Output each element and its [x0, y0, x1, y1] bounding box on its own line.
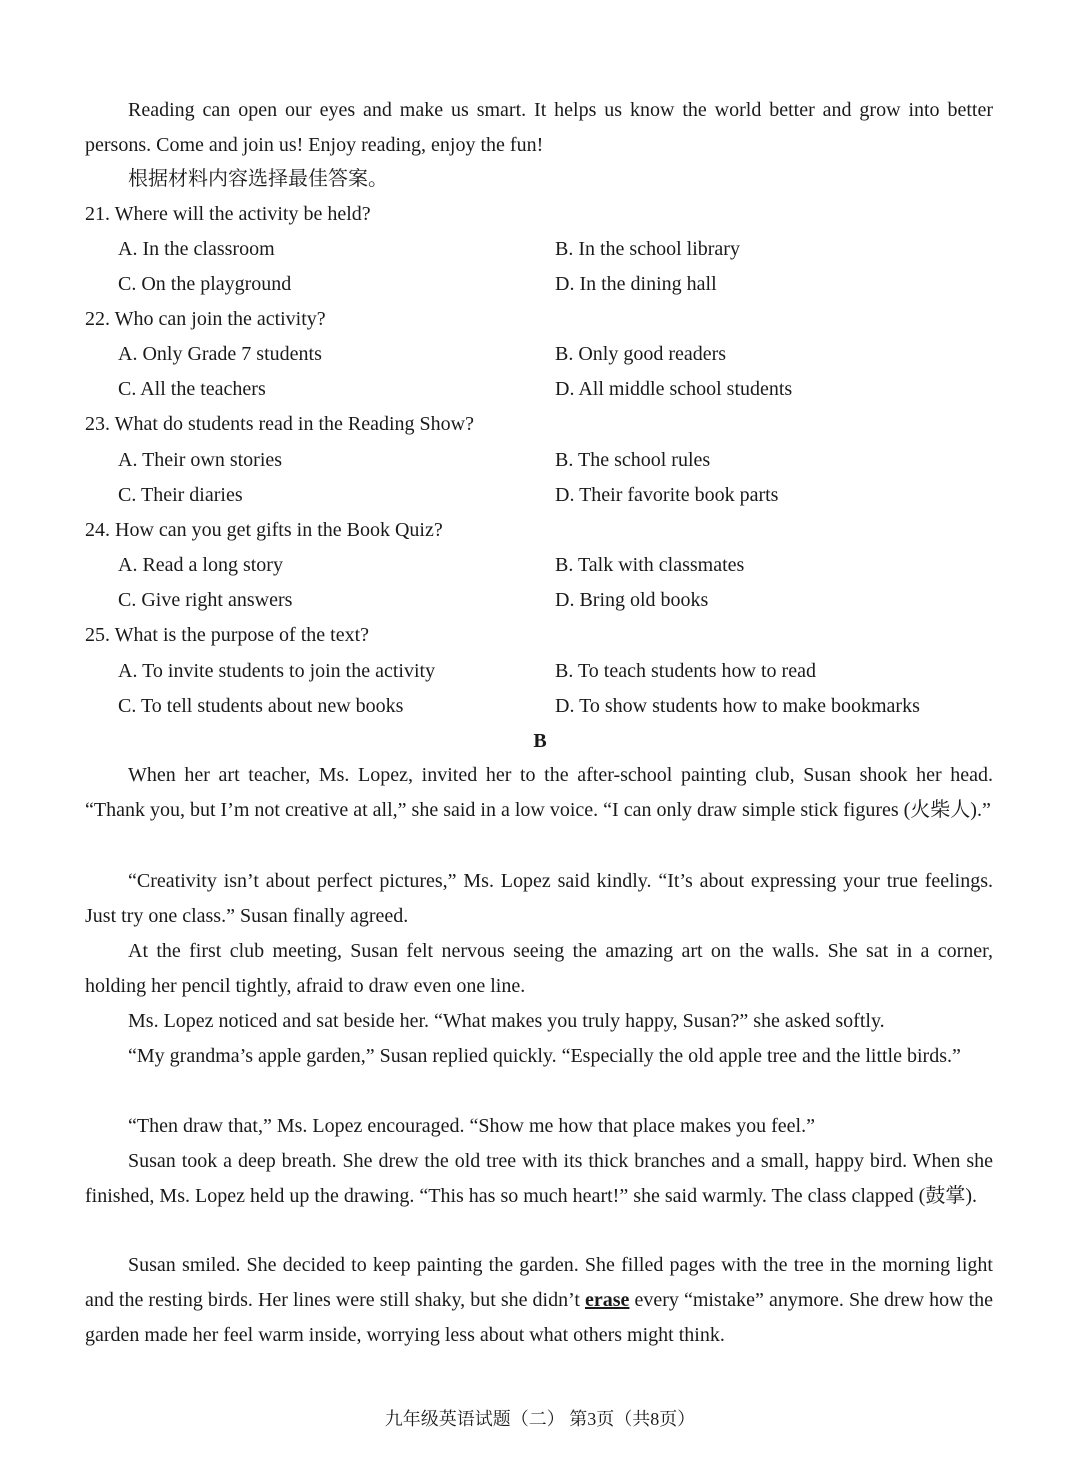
story-paragraph-8: [85, 1248, 993, 1353]
option-d: D. Bring old books: [555, 589, 709, 611]
option-c: C. All the teachers: [118, 378, 266, 400]
option-a: A. In the classroom: [118, 238, 275, 260]
option-c: C. Their diaries: [118, 484, 243, 506]
option-b: B. To teach students how to read: [555, 660, 816, 682]
story-paragraph-2: “Creativity isn’t about perfect pictures,” Ms. Lopez said kindly. “It’s about expressing your true feelings. Just try one class.” Susan finally agreed.: [85, 870, 993, 927]
option-d: D. In the dining hall: [555, 273, 717, 295]
option-a: A. Their own stories: [118, 449, 283, 471]
option-d: D. Their favorite book parts: [555, 484, 779, 506]
paragraph-text: Susan smiled. She decided to keep painting the garden. She filled pages with the tree in the morning light and the resting birds. Her lines were still shaky, but she didn’t: [85, 1254, 993, 1311]
page-footer: 九年级英语试题（二） 第3页（共8页）: [384, 1409, 696, 1429]
option-b: B. In the school library: [555, 238, 740, 260]
option-a: A. To invite students to join the activity: [118, 660, 436, 682]
option-a: A. Read a long story: [118, 554, 283, 576]
story-paragraph-7: Susan took a deep breath. She drew the old tree with its thick branches and a small, happy bird. When she finished, Ms. Lopez held up the drawing. “This has so much heart!” she said warmly. The class clapped (鼓掌).: [85, 1150, 993, 1207]
option-a: A. Only Grade 7 students: [118, 343, 322, 365]
underlined-word: erase: [585, 1289, 630, 1311]
question-stem: 24. How can you get gifts in the Book Quiz?: [85, 519, 443, 541]
section-heading: B: [533, 730, 547, 752]
option-c: C. Give right answers: [118, 589, 293, 611]
paragraph-text: every “mistake” anymore. She drew how the garden made her feel warm inside, worrying less about what others might think.: [85, 1289, 993, 1346]
question-stem: 21. Where will the activity be held?: [85, 203, 371, 225]
story-paragraph-1: When her art teacher, Ms. Lopez, invited her to the after-school painting club, Susan shook her head. “Thank you, but I’m not creative at all,” she said in a low voice. “I can only draw simple stick figures (火柴人).”: [85, 764, 993, 821]
intro-paragraph: Reading can open our eyes and make us smart. It helps us know the world better and grow into better persons. Come and join us! Enjoy reading, enjoy the fun!: [85, 99, 993, 156]
option-c: C. To tell students about new books: [118, 695, 404, 717]
option-c: C. On the playground: [118, 273, 292, 295]
question-stem: 22. Who can join the activity?: [85, 308, 326, 330]
option-b: B. Only good readers: [555, 343, 727, 365]
option-d: D. All middle school students: [555, 378, 793, 400]
story-paragraph-5: “My grandma’s apple garden,” Susan replied quickly. “Especially the old apple tree and the little birds.”: [128, 1045, 961, 1067]
story-paragraph-3: At the first club meeting, Susan felt nervous seeing the amazing art on the walls. She sat in a corner, holding her pencil tightly, afraid to draw even one line.: [85, 940, 993, 997]
option-b: B. Talk with classmates: [555, 554, 745, 576]
option-d: D. To show students how to make bookmarks: [555, 695, 920, 717]
option-b: B. The school rules: [555, 449, 711, 471]
question-stem: 23. What do students read in the Reading Show?: [85, 413, 475, 435]
question-stem: 25. What is the purpose of the text?: [85, 624, 370, 646]
instruction-text: 根据材料内容选择最佳答案。: [128, 168, 388, 190]
story-paragraph-6: “Then draw that,” Ms. Lopez encouraged. “Show me how that place makes you feel.”: [128, 1115, 815, 1137]
story-paragraph-4: Ms. Lopez noticed and sat beside her. “What makes you truly happy, Susan?” she asked softly.: [128, 1010, 885, 1032]
